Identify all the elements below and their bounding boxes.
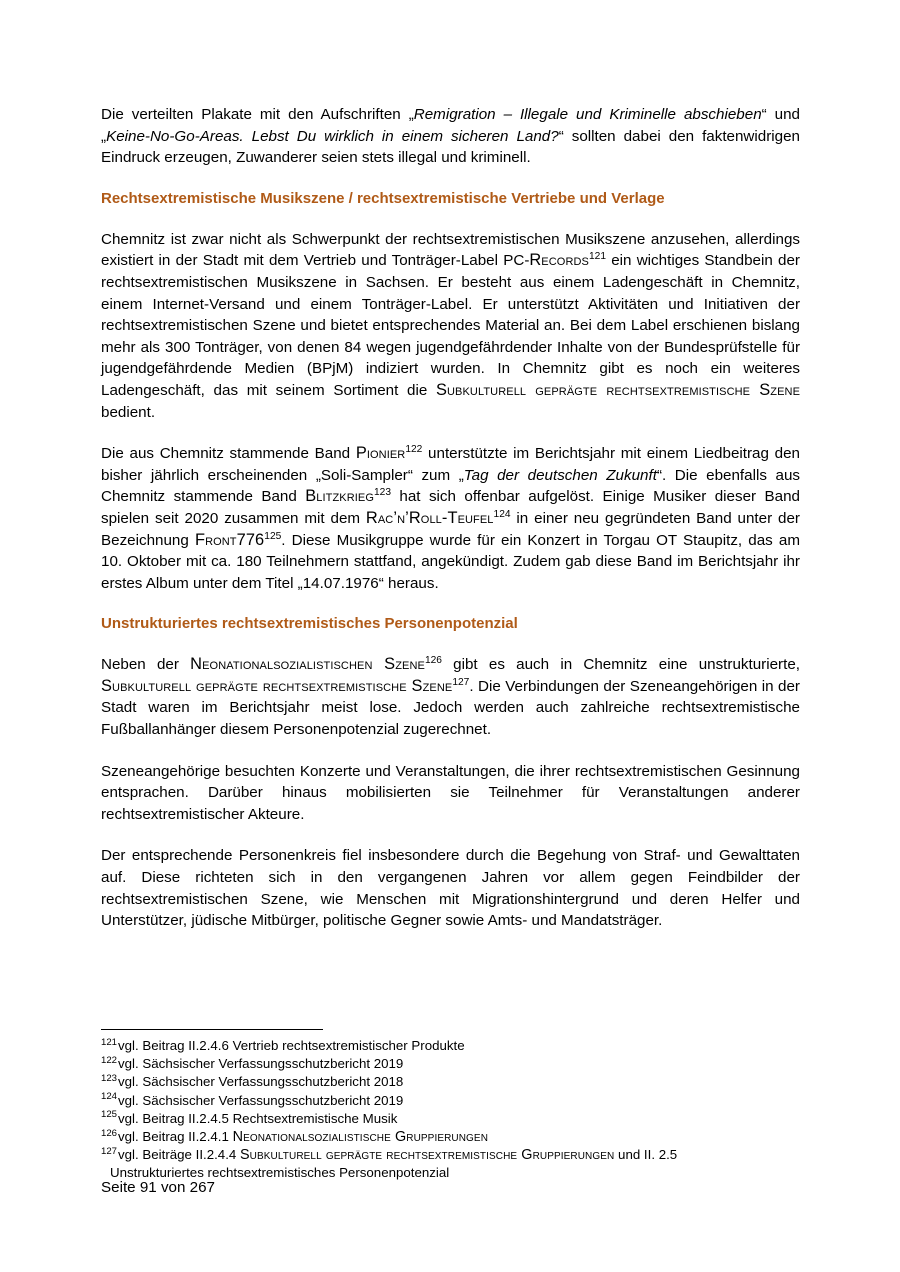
footnote-item-123 — [101, 1073, 811, 1091]
text-segment: bedient. — [101, 403, 156, 421]
smallcaps-subkulturell-szene-2: Subkulturell geprägte rechtsextremistische Szene — [101, 676, 453, 695]
text-segment: Die aus Chemnitz stammende Band — [101, 445, 356, 463]
footnote-ref-123: 123 — [374, 487, 391, 499]
text-segment: “ und „ — [101, 106, 800, 145]
paragraph-baende — [101, 443, 800, 594]
footnote-text: vgl. Beitrag II.2.4.6 Vertrieb rechtsextremistischer Produkte — [118, 1038, 465, 1053]
footnote-number: 121 — [101, 1036, 118, 1048]
smallcaps-racnroll-teufel: Rac’n’Roll-Teufel — [365, 508, 494, 527]
smallcaps-blitzkrieg: Blitzkrieg — [305, 487, 374, 506]
smallcaps-pionier: Pionier — [355, 444, 406, 463]
text-segment: ein wichtiges Standbein der rechtsextremistischen Musikszene in Sachsen. Er besteht aus einem Ladengeschäft in Chemnitz, einem Internet-Versand und einem Tonträger-Label. Er unterstützt Aktivitäten und Initiativen der rechtsextremistischen Szene und bietet entsprechendes Material an. Bei dem Label erschienen bislang mehr als 300 Tonträger, von denen 84 wegen jugendgefährdender Inhalte von der Bundesprüfstelle für jugendgefährdende Medien (BPjM) indiziert wurden. In Chemnitz gibt es noch ein weiteres Ladengeschäft, das mit seinem Sortiment die — [101, 252, 800, 399]
footnote-ref-125: 125 — [264, 530, 282, 542]
text-segment: unterstützte im Berichtsjahr mit einem Liedbeitrag den bisher jährlich erscheinenden „Soli-Sampler“ zum „ — [101, 445, 800, 484]
text-segment: . Diese Musikgruppe wurde für ein Konzert in Torgau OT Staupitz, das am 10. Oktober mit ca. 180 Teilnehmern stattfand, angekündigt. Zudem gab diese Band im Berichtsjahr ihr erstes Album unter dem Titel „14.07.1976“ heraus. — [101, 531, 800, 592]
text-segment: Die verteilten Plakate mit den Aufschriften „ — [101, 106, 414, 123]
footnote-number: 126 — [101, 1127, 118, 1139]
footnote-ref-121: 121 — [588, 251, 606, 263]
footnote-ref-124: 124 — [493, 508, 511, 520]
page-number-footer: Seite 91 von 267 — [101, 1179, 215, 1196]
smallcaps-front776: Front776 — [194, 530, 265, 549]
footnote-item-121 — [101, 1037, 811, 1055]
paragraph-personenpotenzial — [101, 654, 800, 740]
heading-musikszene: Rechtsextremistische Musikszene / rechtsextremistische Vertriebe und Verlage — [101, 189, 665, 207]
heading-personenpotenzial: Unstrukturiertes rechtsextremistisches Personenpotenzial — [101, 615, 518, 633]
footnote-item-124 — [101, 1092, 811, 1110]
smallcaps-neonationalsozialistische-szene: Neonationalsozialistischen Szene — [190, 655, 425, 674]
footnote-item-127-continuation: Unstrukturiertes rechtsextremistisches Personenpotenzial — [110, 1165, 450, 1181]
footnote-item-125 — [101, 1110, 811, 1128]
paragraph-musikszene — [101, 229, 800, 423]
paragraph-konzerte: Szeneangehörige besuchten Konzerte und Veranstaltungen, die ihrer rechtsextremistischen Gesinnung entsprachen. Darüber hinaus mobilisierten sie Teilnehmer für Veranstaltungen anderer rechtsextremistischer Akteure. — [101, 762, 800, 823]
footnote-number: 127 — [101, 1145, 118, 1157]
footnote-text: vgl. Beiträge II.2.4.4 — [118, 1147, 240, 1163]
footnote-number: 125 — [101, 1109, 118, 1121]
page-content — [101, 104, 800, 932]
text-segment: in einer neu gegründeten Band unter der Bezeichnung — [101, 509, 800, 549]
quoted-event-tag-der-deutschen-zukunft: Tag der deutschen Zukunft — [463, 466, 657, 484]
footnote-text: vgl. Sächsischer Verfassungsschutzbericht 2019 — [118, 1092, 404, 1108]
footnote-ref-127: 127 — [452, 676, 470, 688]
footnote-ref-126: 126 — [424, 655, 442, 667]
footnote-number: 122 — [101, 1054, 118, 1066]
footnote-separator-rule — [101, 1029, 323, 1030]
text-segment: “. Die ebenfalls aus Chemnitz stammende Band — [101, 466, 800, 506]
text-segment: Neben der — [101, 656, 191, 674]
footnote-item-127 — [101, 1146, 811, 1164]
paragraph-intro — [101, 104, 800, 169]
quoted-slogan-remigration: Remigration – Illegale und Kriminelle abschieben — [413, 106, 762, 123]
quoted-slogan-nogoareas: Keine-No-Go-Areas. Lebst Du wirklich in einem sicheren Land? — [106, 127, 559, 145]
footnote-number: 123 — [101, 1072, 118, 1084]
footnote-smallcaps: Subkulturell geprägte rechtsextremistische Gruppierungen — [239, 1147, 615, 1164]
text-segment: “ sollten dabei den faktenwidrigen Eindruck erzeugen, Zuwanderer seien stets illegal und kriminell. — [101, 127, 800, 167]
text-segment: Chemnitz ist zwar nicht als Schwerpunkt der rechtsextremistischen Musikszene anzusehen, allerdings existiert in der Stadt mit dem Vertrieb und Tonträger-Label PC- — [101, 230, 800, 270]
smallcaps-pc-records: Records — [529, 251, 589, 270]
footnote-text: vgl. Sächsischer Verfassungsschutzbericht 2018 — [118, 1074, 404, 1090]
footnote-item-126 — [101, 1128, 811, 1146]
text-segment: gibt es auch in Chemnitz eine unstrukturierte, — [441, 656, 800, 674]
text-segment: . Die Verbindungen der Szeneangehörigen in der Stadt waren im Berichtsjahr meist lose. Jedoch werden auch zahlreiche rechtsextremistische Fußballanhänger diesem Personenpotenzial zugerechnet. — [101, 677, 800, 739]
footnote-text: vgl. Beitrag II.2.4.1 — [118, 1129, 233, 1145]
footnote-text: vgl. Sächsischer Verfassungsschutzbericht 2019 — [118, 1056, 404, 1072]
footnote-smallcaps: Neonationalsozialistische Gruppierungen — [232, 1129, 489, 1146]
footnote-text-after: und II. 2.5 — [614, 1147, 678, 1163]
footnote-text: vgl. Beitrag II.2.4.5 Rechtsextremistische Musik — [118, 1110, 398, 1126]
footnote-block — [101, 1029, 811, 1183]
footnote-list — [101, 1037, 811, 1183]
smallcaps-subkulturell-szene: Subkulturell geprägte rechtsextremistische Szene — [435, 380, 800, 399]
footnote-ref-122: 122 — [405, 444, 423, 456]
footnote-number: 124 — [101, 1091, 118, 1103]
footnote-item-122 — [101, 1055, 811, 1073]
paragraph-straftaten: Der entsprechende Personenkreis fiel insbesondere durch die Begehung von Straf- und Gewalttaten auf. Diese richteten sich in den vergangenen Jahren vor allem gegen Feindbilder der rechtsextremistischen Szene, wie Menschen mit Migrationshintergrund und deren Helfer und Unterstützer, jüdische Mitbürger, politische Gegner sowie Amts- und Mandatsträger. — [101, 847, 800, 930]
text-segment: hat sich offenbar aufgelöst. Einige Musiker dieser Band spielen seit 2020 zusammen mit dem — [101, 488, 800, 527]
